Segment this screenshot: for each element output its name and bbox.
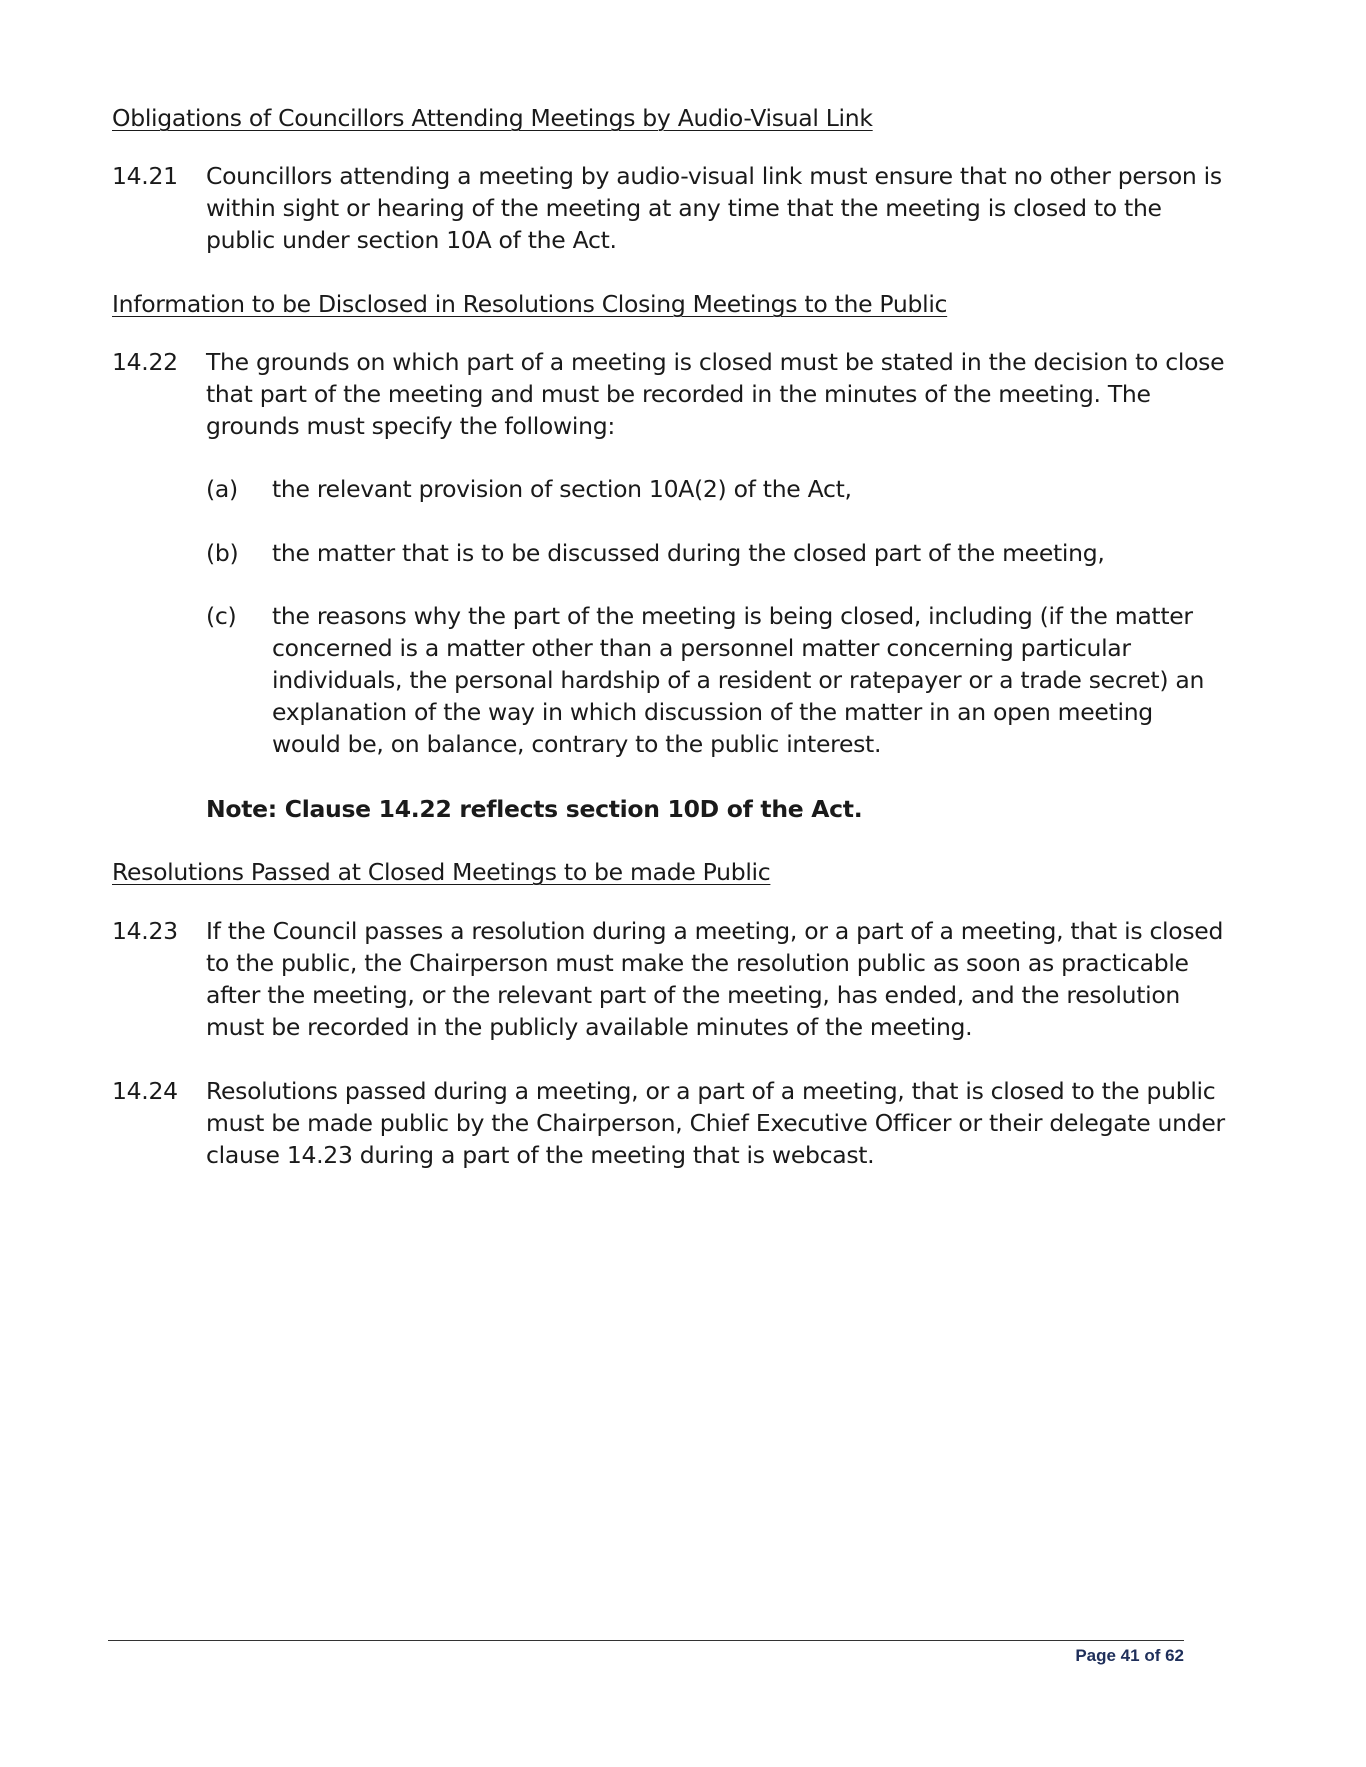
clause-text: If the Council passes a resolution during a meeting, or a part of a meeting, that is closed to the public, the Chairperson must make the resolution public as soon as practicable after the meeting, or the relevant part of the meeting, has ended, and the resolution must be recorded in the publicly available minutes of the meeting.: [206, 917, 1224, 1041]
clause-number: 14.23: [112, 917, 178, 945]
page-number: Page 41 of 62: [1075, 1646, 1184, 1665]
clause-text: The grounds on which part of a meeting is closed must be stated in the decision to close that part of the meeting and must be recorded in the minutes of the meeting. The grounds must specify the following:: [206, 348, 1225, 440]
sub-item-label: (b): [206, 539, 239, 567]
section-heading-audio-visual: Obligations of Councillors Attending Meetings by Audio-Visual Link: [112, 104, 873, 132]
section-heading-resolutions-public: Resolutions Passed at Closed Meetings to be made Public: [112, 858, 771, 886]
clause-note: Note: Clause 14.22 reflects section 10D of the Act.: [206, 795, 863, 823]
sub-item-text: the matter that is to be discussed during the closed part of the meeting,: [272, 539, 1105, 567]
clause-number: 14.24: [112, 1077, 178, 1105]
footer-divider: [108, 1640, 1184, 1641]
clause-number: 14.22: [112, 348, 178, 376]
clause-number: 14.21: [112, 162, 178, 190]
sub-item-text: the reasons why the part of the meeting is being closed, including (if the matter concerned is a matter other than a personnel matter concerning particular individuals, the personal hardship of a resident or ratepayer or a trade secret) an explanation of the way in which discussion of the matter in an open meeting would be, on balance, contrary to the public interest.: [272, 602, 1205, 758]
sub-item-text: the relevant provision of section 10A(2) of the Act,: [272, 475, 852, 503]
clause-text: Councillors attending a meeting by audio-visual link must ensure that no other person is within sight or hearing of the meeting at any time that the meeting is closed to the public under section 10A of the Act.: [206, 162, 1222, 254]
sub-item-label: (c): [206, 602, 237, 630]
section-heading-information-disclosed: Information to be Disclosed in Resolutions Closing Meetings to the Public: [112, 290, 948, 318]
sub-item-label: (a): [206, 475, 238, 503]
clause-text: Resolutions passed during a meeting, or a part of a meeting, that is closed to the public must be made public by the Chairperson, Chief Executive Officer or their delegate under clause 14.23 during a part of the meeting that is webcast.: [206, 1077, 1225, 1169]
